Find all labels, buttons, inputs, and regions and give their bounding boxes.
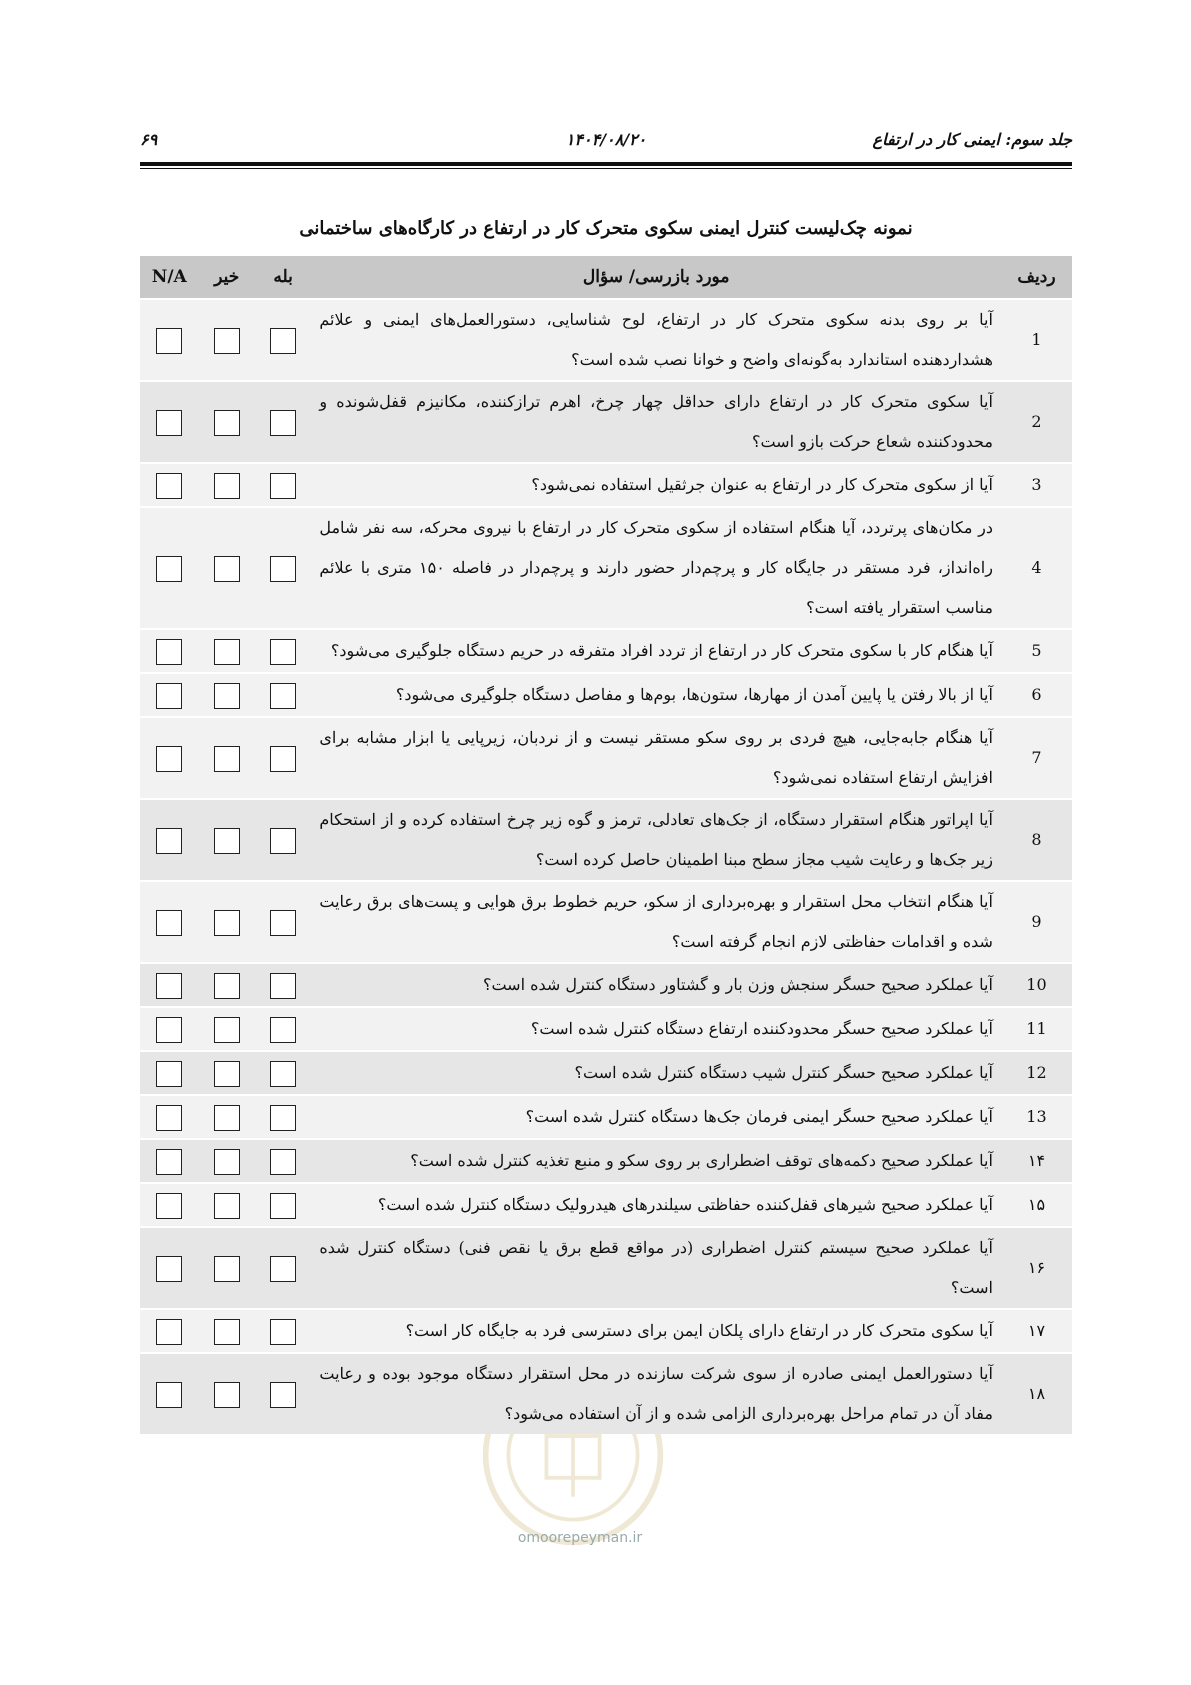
no-cell — [199, 1008, 255, 1050]
yes-cell — [255, 964, 311, 1006]
yes-checkbox[interactable] — [270, 1319, 296, 1345]
yes-checkbox[interactable] — [270, 1149, 296, 1175]
yes-cell — [255, 1052, 311, 1094]
yes-cell — [255, 1096, 311, 1138]
no-checkbox[interactable] — [214, 973, 240, 999]
na-checkbox[interactable] — [156, 556, 182, 582]
na-checkbox[interactable] — [156, 683, 182, 709]
na-checkbox[interactable] — [156, 1256, 182, 1282]
yes-cell — [255, 674, 311, 716]
no-checkbox[interactable] — [214, 683, 240, 709]
no-cell — [199, 674, 255, 716]
yes-checkbox[interactable] — [270, 556, 296, 582]
row-number: 8 — [1001, 800, 1072, 880]
table-row — [140, 464, 1072, 506]
yes-cell — [255, 1140, 311, 1182]
yes-checkbox[interactable] — [270, 639, 296, 665]
yes-checkbox[interactable] — [270, 1017, 296, 1043]
yes-cell — [255, 1310, 311, 1352]
na-cell — [140, 1008, 199, 1050]
no-checkbox[interactable] — [214, 1319, 240, 1345]
no-cell — [199, 1140, 255, 1182]
table-row — [140, 630, 1072, 672]
na-cell — [140, 718, 199, 798]
na-checkbox[interactable] — [156, 910, 182, 936]
no-cell — [199, 964, 255, 1006]
no-checkbox[interactable] — [214, 639, 240, 665]
yes-cell — [255, 382, 311, 462]
no-cell — [199, 800, 255, 880]
na-checkbox[interactable] — [156, 473, 182, 499]
no-checkbox[interactable] — [214, 473, 240, 499]
na-checkbox[interactable] — [156, 1193, 182, 1219]
row-number: 5 — [1001, 630, 1072, 672]
na-checkbox[interactable] — [156, 410, 182, 436]
na-checkbox[interactable] — [156, 1105, 182, 1131]
row-number: ۱۷ — [1001, 1310, 1072, 1352]
row-number: ۱۴ — [1001, 1140, 1072, 1182]
no-cell — [199, 1184, 255, 1226]
question-text: آیا عملکرد صحیح شیرهای قفل‌کننده حفاظتی سیلندرهای هیدرولیک دستگاه کنترل شده است؟ — [311, 1184, 1001, 1226]
na-checkbox[interactable] — [156, 1061, 182, 1087]
row-number: 10 — [1001, 964, 1072, 1006]
yes-checkbox[interactable] — [270, 328, 296, 354]
no-cell — [199, 1310, 255, 1352]
no-cell — [199, 1096, 255, 1138]
row-number: ۱۶ — [1001, 1228, 1072, 1308]
question-text: آیا عملکرد صحیح حسگر سنجش وزن بار و گشتاور دستگاه کنترل شده است؟ — [311, 964, 1001, 1006]
watermark-text: omoorepeyman.ir — [517, 1530, 643, 1546]
no-checkbox[interactable] — [214, 1382, 240, 1408]
na-checkbox[interactable] — [156, 1319, 182, 1345]
row-number: 12 — [1001, 1052, 1072, 1094]
no-checkbox[interactable] — [214, 1256, 240, 1282]
yes-checkbox[interactable] — [270, 910, 296, 936]
question-text: آیا عملکرد صحیح حسگر محدودکننده ارتفاع دستگاه کنترل شده است؟ — [311, 1008, 1001, 1050]
no-checkbox[interactable] — [214, 1149, 240, 1175]
no-checkbox[interactable] — [214, 828, 240, 854]
no-checkbox[interactable] — [214, 328, 240, 354]
no-cell — [199, 718, 255, 798]
na-checkbox[interactable] — [156, 1149, 182, 1175]
yes-cell — [255, 1008, 311, 1050]
yes-checkbox[interactable] — [270, 1193, 296, 1219]
question-text: آیا از سکوی متحرک کار در ارتفاع به عنوان جرثقیل استفاده نمی‌شود؟ — [311, 464, 1001, 506]
no-checkbox[interactable] — [214, 410, 240, 436]
table-row — [140, 1052, 1072, 1094]
yes-cell — [255, 1228, 311, 1308]
row-number: 7 — [1001, 718, 1072, 798]
date: ۱۴۰۴/۰۸/۲۰ — [565, 130, 647, 149]
row-number: 11 — [1001, 1008, 1072, 1050]
question-text: آیا اپراتور هنگام استقرار دستگاه، از جک‌های تعادلی، ترمز و گوه زیر چرخ استفاده کرده و از استحکام زیر جک‌ها و رعایت شیب مجاز سطح مبنا اطمینان حاصل کرده است؟ — [311, 800, 1001, 880]
question-text: آیا سکوی متحرک کار در ارتفاع دارای پلکان ایمن برای دسترسی فرد به جایگاه کار است؟ — [311, 1310, 1001, 1352]
header-yes: بله — [255, 256, 311, 298]
table-header-row — [140, 256, 1072, 298]
no-cell — [199, 508, 255, 628]
header-row-number: ردیف — [1001, 256, 1072, 298]
no-checkbox[interactable] — [214, 1193, 240, 1219]
no-cell — [199, 464, 255, 506]
no-cell — [199, 300, 255, 380]
na-cell — [140, 1052, 199, 1094]
yes-cell — [255, 508, 311, 628]
question-text: در مکان‌های پرتردد، آیا هنگام استفاده از سکوی متحرک کار در ارتفاع با نیروی محرکه، سه نفر شامل راه‌انداز، فرد مستقر در جایگاه کار و پرچم‌دار حضور دارند و پرچم‌دار در فاصله ۱۵۰ متری با علائم مناسب استقرار یافته است؟ — [311, 508, 1001, 628]
na-cell — [140, 964, 199, 1006]
row-number: 1 — [1001, 300, 1072, 380]
yes-cell — [255, 300, 311, 380]
no-checkbox[interactable] — [214, 1017, 240, 1043]
na-cell — [140, 382, 199, 462]
yes-checkbox[interactable] — [270, 973, 296, 999]
table-row — [140, 1184, 1072, 1226]
no-checkbox[interactable] — [214, 1061, 240, 1087]
yes-checkbox[interactable] — [270, 746, 296, 772]
question-text: آیا هنگام جابه‌جایی، هیچ فردی بر روی سکو مستقر نیست و از نردبان، زیرپایی یا ابزار مشابه برای افزایش ارتفاع استفاده نمی‌شود؟ — [311, 718, 1001, 798]
no-cell — [199, 1354, 255, 1434]
question-text: آیا دستورالعمل ایمنی صادره از سوی شرکت سازنده در محل استقرار دستگاه موجود بوده و رعایت مفاد آن در تمام مراحل بهره‌برداری الزامی شده و از آن استفاده می‌شود؟ — [311, 1354, 1001, 1434]
na-cell — [140, 508, 199, 628]
header-rule-thick — [140, 162, 1072, 166]
na-checkbox[interactable] — [156, 828, 182, 854]
table-row — [140, 1310, 1072, 1352]
yes-cell — [255, 630, 311, 672]
no-checkbox[interactable] — [214, 910, 240, 936]
page-header — [140, 130, 1072, 160]
row-number: 9 — [1001, 882, 1072, 962]
yes-cell — [255, 1184, 311, 1226]
table-row — [140, 800, 1072, 880]
header-na: N/A — [140, 256, 199, 298]
na-cell — [140, 1140, 199, 1182]
header-question: مورد بازرسی/ سؤال — [311, 256, 1001, 298]
question-text: آیا هنگام کار با سکوی متحرک کار در ارتفاع از تردد افراد متفرقه در حریم دستگاه جلوگیری می‌شود؟ — [311, 630, 1001, 672]
table-row — [140, 508, 1072, 628]
na-cell — [140, 1096, 199, 1138]
checklist-table — [140, 254, 1072, 1436]
table-row — [140, 1140, 1072, 1182]
yes-checkbox[interactable] — [270, 1061, 296, 1087]
table-row — [140, 300, 1072, 380]
no-cell — [199, 382, 255, 462]
question-text: آیا از بالا رفتن یا پایین آمدن از مهارها، ستون‌ها، بوم‌ها و مفاصل دستگاه جلوگیری می‌شود؟ — [311, 674, 1001, 716]
page-number: ۶۹ — [140, 130, 158, 149]
row-number: 13 — [1001, 1096, 1072, 1138]
no-checkbox[interactable] — [214, 556, 240, 582]
na-cell — [140, 630, 199, 672]
volume-title: جلد سوم: ایمنی کار در ارتفاع — [872, 130, 1072, 149]
na-checkbox[interactable] — [156, 973, 182, 999]
na-checkbox[interactable] — [156, 639, 182, 665]
table-row — [140, 674, 1072, 716]
table-row — [140, 882, 1072, 962]
table-row — [140, 718, 1072, 798]
yes-checkbox[interactable] — [270, 410, 296, 436]
na-cell — [140, 1354, 199, 1434]
question-text: آیا عملکرد صحیح سیستم کنترل اضطراری (در مواقع قطع برق یا نقص فنی) دستگاه کنترل شده است؟ — [311, 1228, 1001, 1308]
yes-cell — [255, 882, 311, 962]
table-row — [140, 1354, 1072, 1434]
row-number: ۱۵ — [1001, 1184, 1072, 1226]
question-text: آیا بر روی بدنه سکوی متحرک کار در ارتفاع، لوح شناسایی، دستورالعمل‌های ایمنی و علائم هشداردهنده استاندارد به‌گونه‌ای واضح و خوانا نصب شده است؟ — [311, 300, 1001, 380]
no-cell — [199, 1228, 255, 1308]
na-cell — [140, 464, 199, 506]
na-cell — [140, 1228, 199, 1308]
question-text: آیا سکوی متحرک کار در ارتفاع دارای حداقل چهار چرخ، اهرم ترازکننده، مکانیزم قفل‌شونده و محدودکننده شعاع حرکت بازو است؟ — [311, 382, 1001, 462]
yes-cell — [255, 464, 311, 506]
yes-checkbox[interactable] — [270, 1105, 296, 1131]
table-row — [140, 1228, 1072, 1308]
row-number: 2 — [1001, 382, 1072, 462]
na-checkbox[interactable] — [156, 1017, 182, 1043]
na-cell — [140, 800, 199, 880]
na-cell — [140, 882, 199, 962]
na-cell — [140, 674, 199, 716]
header-rule-thin — [140, 168, 1072, 169]
na-cell — [140, 1184, 199, 1226]
yes-checkbox[interactable] — [270, 828, 296, 854]
question-text: آیا عملکرد صحیح حسگر کنترل شیب دستگاه کنترل شده است؟ — [311, 1052, 1001, 1094]
question-text: آیا عملکرد صحیح حسگر ایمنی فرمان جک‌ها دستگاه کنترل شده است؟ — [311, 1096, 1001, 1138]
table-row — [140, 382, 1072, 462]
yes-checkbox[interactable] — [270, 1256, 296, 1282]
yes-cell — [255, 1354, 311, 1434]
no-cell — [199, 882, 255, 962]
na-checkbox[interactable] — [156, 746, 182, 772]
yes-cell — [255, 718, 311, 798]
no-cell — [199, 630, 255, 672]
header-no: خیر — [199, 256, 255, 298]
na-cell — [140, 1310, 199, 1352]
no-cell — [199, 1052, 255, 1094]
table-row — [140, 964, 1072, 1006]
row-number: 3 — [1001, 464, 1072, 506]
na-cell — [140, 300, 199, 380]
question-text: آیا هنگام انتخاب محل استقرار و بهره‌برداری از سکو، حریم خطوط برق هوایی و پست‌های برق رعایت شده و اقدامات حفاظتی لازم انجام گرفته است؟ — [311, 882, 1001, 962]
yes-checkbox[interactable] — [270, 683, 296, 709]
na-checkbox[interactable] — [156, 1382, 182, 1408]
table-row — [140, 1096, 1072, 1138]
yes-checkbox[interactable] — [270, 473, 296, 499]
yes-checkbox[interactable] — [270, 1382, 296, 1408]
na-checkbox[interactable] — [156, 328, 182, 354]
checklist-title: نمونه چک‌لیست کنترل ایمنی سکوی متحرک کار در ارتفاع در کارگاه‌های ساختمانی — [299, 218, 913, 239]
row-number: ۱۸ — [1001, 1354, 1072, 1434]
row-number: 4 — [1001, 508, 1072, 628]
row-number: 6 — [1001, 674, 1072, 716]
no-checkbox[interactable] — [214, 1105, 240, 1131]
table-row — [140, 1008, 1072, 1050]
question-text: آیا عملکرد صحیح دکمه‌های توقف اضطراری بر روی سکو و منبع تغذیه کنترل شده است؟ — [311, 1140, 1001, 1182]
yes-cell — [255, 800, 311, 880]
no-checkbox[interactable] — [214, 746, 240, 772]
